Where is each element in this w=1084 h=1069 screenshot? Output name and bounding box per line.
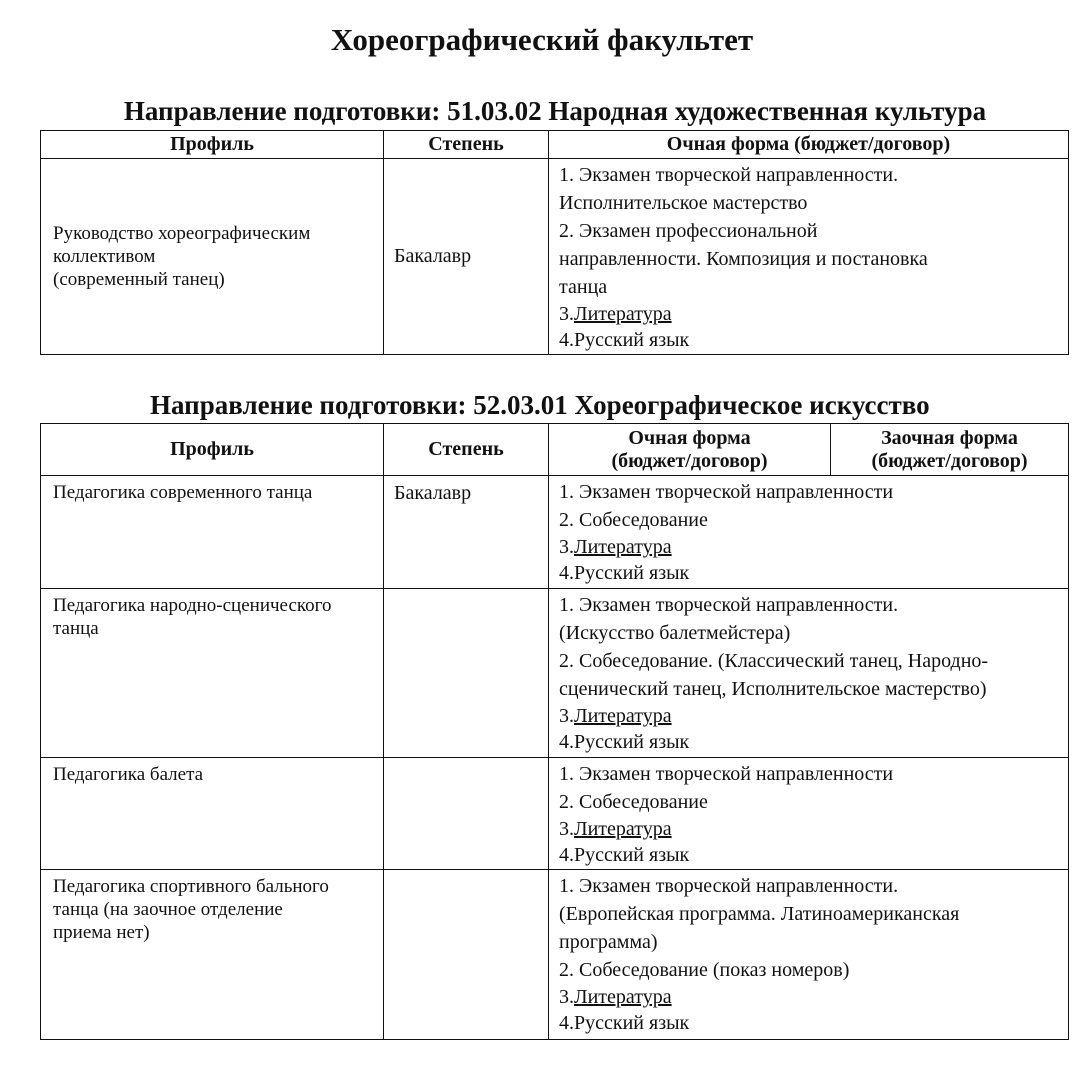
header-degree: Степень xyxy=(384,131,549,159)
profile-cell xyxy=(41,589,384,758)
table-row xyxy=(41,476,1069,589)
header-profile: Профиль xyxy=(41,131,384,159)
russian-item: 4.Русский язык xyxy=(559,1012,690,1034)
header-full-time-line: (бюджет/договор) xyxy=(611,449,768,472)
profile-line: приема нет) xyxy=(53,922,150,943)
profile-cell xyxy=(41,758,384,870)
exam-line: 1. Экзамен творческой направленности. xyxy=(559,594,899,616)
russian-item: 4.Русский язык xyxy=(559,562,690,584)
header-part-time-line: Заочная форма xyxy=(881,426,1018,449)
literature-number: 3. xyxy=(559,986,574,1008)
exam-line: 2. Собеседование xyxy=(559,509,708,531)
table-row xyxy=(41,589,1069,758)
exam-line: Исполнительское мастерство xyxy=(559,192,808,214)
table-header-row xyxy=(41,424,1069,476)
russian-item: 4.Русский язык xyxy=(559,731,690,753)
exam-line: 1. Экзамен творческой направленности xyxy=(559,763,894,785)
exam-line: 1. Экзамен творческой направленности. xyxy=(559,875,899,897)
header-part-time-line: (бюджет/договор) xyxy=(871,449,1028,472)
exam-line: танца xyxy=(559,276,608,298)
degree-cell xyxy=(384,589,549,758)
section1-table xyxy=(40,130,1069,355)
header-full-time: Очная форма (бюджет/договор) xyxy=(549,131,1069,159)
profile-line: танца (на заочное отделение xyxy=(53,899,283,920)
exam-line: (Европейская программа. Латиноамериканская xyxy=(559,903,960,925)
table-row xyxy=(41,159,1069,355)
profile-line: Педагогика спортивного бального xyxy=(53,876,329,897)
section2-table xyxy=(40,423,1069,1040)
literature-link[interactable]: Литература xyxy=(574,705,672,727)
exam-line: (Искусство балетмейстера) xyxy=(559,622,791,644)
exams-cell xyxy=(549,758,1069,870)
literature-item xyxy=(559,301,1058,327)
page-title: Хореографический факультет xyxy=(330,22,754,57)
profile-cell xyxy=(41,476,384,589)
table-header-row xyxy=(41,131,1069,159)
profile-line: Руководство хореографическим xyxy=(53,223,311,244)
exams-cell xyxy=(549,589,1069,758)
literature-item xyxy=(559,703,1058,729)
degree-cell xyxy=(384,870,549,1040)
profile-line: Педагогика современного танца xyxy=(53,482,313,503)
profile-line: Педагогика народно-сценического xyxy=(53,595,332,616)
table-row xyxy=(41,758,1069,870)
header-part-time xyxy=(831,424,1069,476)
exam-line: 2. Собеседование xyxy=(559,791,708,813)
literature-item xyxy=(559,984,1058,1010)
literature-number: 3. xyxy=(559,536,574,558)
exam-line: 2. Собеседование (показ номеров) xyxy=(559,959,850,981)
header-degree: Степень xyxy=(384,424,549,476)
literature-link[interactable]: Литература xyxy=(574,536,672,558)
degree-cell: Бакалавр xyxy=(384,159,549,355)
literature-number: 3. xyxy=(559,705,574,727)
header-full-time-line: Очная форма xyxy=(628,426,751,449)
header-full-time xyxy=(549,424,831,476)
exam-line: 1. Экзамен творческой направленности xyxy=(559,481,894,503)
literature-number: 3. xyxy=(559,303,574,325)
section2-heading: Направление подготовки: 52.03.01 Хореографическое искусство xyxy=(150,390,930,420)
profile-line: (современный танец) xyxy=(53,269,225,290)
table-row xyxy=(41,870,1069,1040)
exam-line: сценический танец, Исполнительское мастерство) xyxy=(559,678,987,700)
exams-cell xyxy=(549,159,1069,355)
header-profile: Профиль xyxy=(41,424,384,476)
literature-link[interactable]: Литература xyxy=(574,303,672,325)
literature-number: 3. xyxy=(559,818,574,840)
profile-cell xyxy=(41,870,384,1040)
russian-item: 4.Русский язык xyxy=(559,844,690,866)
literature-item xyxy=(559,816,1058,842)
section1-heading: Направление подготовки: 51.03.02 Народная художественная культура xyxy=(123,96,987,126)
exam-line: программа) xyxy=(559,931,658,953)
profile-cell xyxy=(41,159,384,355)
profile-line: коллективом xyxy=(53,246,156,267)
russian-item: 4.Русский язык xyxy=(559,329,690,351)
exam-line: 1. Экзамен творческой направленности. xyxy=(559,164,899,186)
exam-line: 2. Собеседование. (Классический танец, Народно- xyxy=(559,650,989,672)
degree-cell xyxy=(384,758,549,870)
literature-link[interactable]: Литература xyxy=(574,818,672,840)
exam-line: направленности. Композиция и постановка xyxy=(559,248,928,270)
profile-line: Педагогика балета xyxy=(53,764,204,785)
exams-cell xyxy=(549,870,1069,1040)
literature-item xyxy=(559,534,1058,560)
profile-line: танца xyxy=(53,618,99,639)
exam-line: 2. Экзамен профессиональной xyxy=(559,220,818,242)
literature-link[interactable]: Литература xyxy=(574,986,672,1008)
exams-cell xyxy=(549,476,1069,589)
degree-cell: Бакалавр xyxy=(384,476,549,589)
